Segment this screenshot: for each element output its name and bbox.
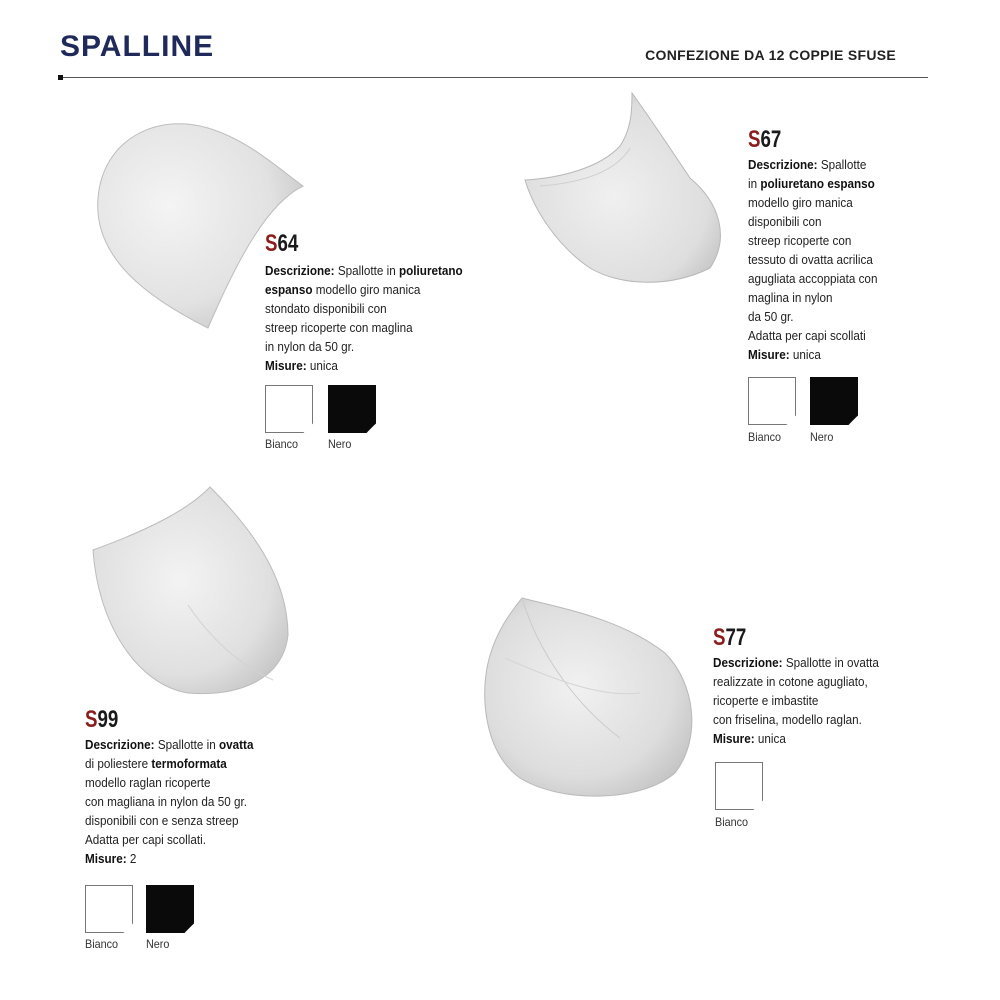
page-subtitle: CONFEZIONE DA 12 COPPIE SFUSE	[645, 47, 896, 63]
swatch-label-black-s99: Nero	[146, 937, 170, 951]
swatch-label-white-s77: Bianco	[715, 815, 749, 829]
product-code-s99: S99	[85, 706, 119, 733]
color-swatch-white-s99	[85, 885, 133, 933]
color-swatch-white-s77	[715, 762, 763, 810]
product-code-s64: S64	[265, 230, 299, 257]
product-code-s77: S77	[713, 624, 747, 651]
swatch-label-black-s64: Nero	[328, 437, 352, 451]
product-description-s77: Descrizione: Spallotte in ovatta realizzate in cotone agugliato, ricoperte e imbastite con friselina, modello raglan. Misure: unica	[713, 655, 879, 746]
page-title: SPALLINE	[60, 30, 215, 63]
color-swatch-white-s67	[748, 377, 796, 425]
product-code-s67: S67	[748, 126, 782, 153]
swatch-label-black-s67: Nero	[810, 430, 834, 444]
color-swatch-white-s64	[265, 385, 313, 433]
product-description-s67: Descrizione: Spallotte in poliuretano espanso modello giro manica disponibili con streep ricoperte con tessuto di ovatta acrilica agugliata accoppiata con maglina in nylon da 50 gr. Adatta per capi scollati Misure: unica	[748, 157, 878, 362]
color-swatch-black-s67	[810, 377, 858, 425]
header-divider-dot	[58, 75, 63, 80]
product-description-s99: Descrizione: Spallotte in ovatta di poliestere termoformata modello raglan ricoperte con magliana in nylon da 50 gr. disponibili con e senza streep Adatta per capi scollati. Misure: 2	[85, 737, 254, 866]
product-description-s64: Descrizione: Spallotte in poliuretano espanso modello giro manica stondato disponibili con streep ricoperte con maglina in nylon da 50 gr. Misure: unica	[265, 263, 463, 373]
color-swatch-black-s64	[328, 385, 376, 433]
shoulder-pad-s99-image	[88, 485, 298, 700]
swatch-label-white-s99: Bianco	[85, 937, 119, 951]
color-swatch-black-s99	[146, 885, 194, 933]
header-divider	[58, 77, 928, 78]
swatch-label-white-s67: Bianco	[748, 430, 782, 444]
shoulder-pad-s77-image	[480, 598, 705, 803]
shoulder-pad-s67-image	[520, 88, 750, 288]
swatch-label-white-s64: Bianco	[265, 437, 299, 451]
